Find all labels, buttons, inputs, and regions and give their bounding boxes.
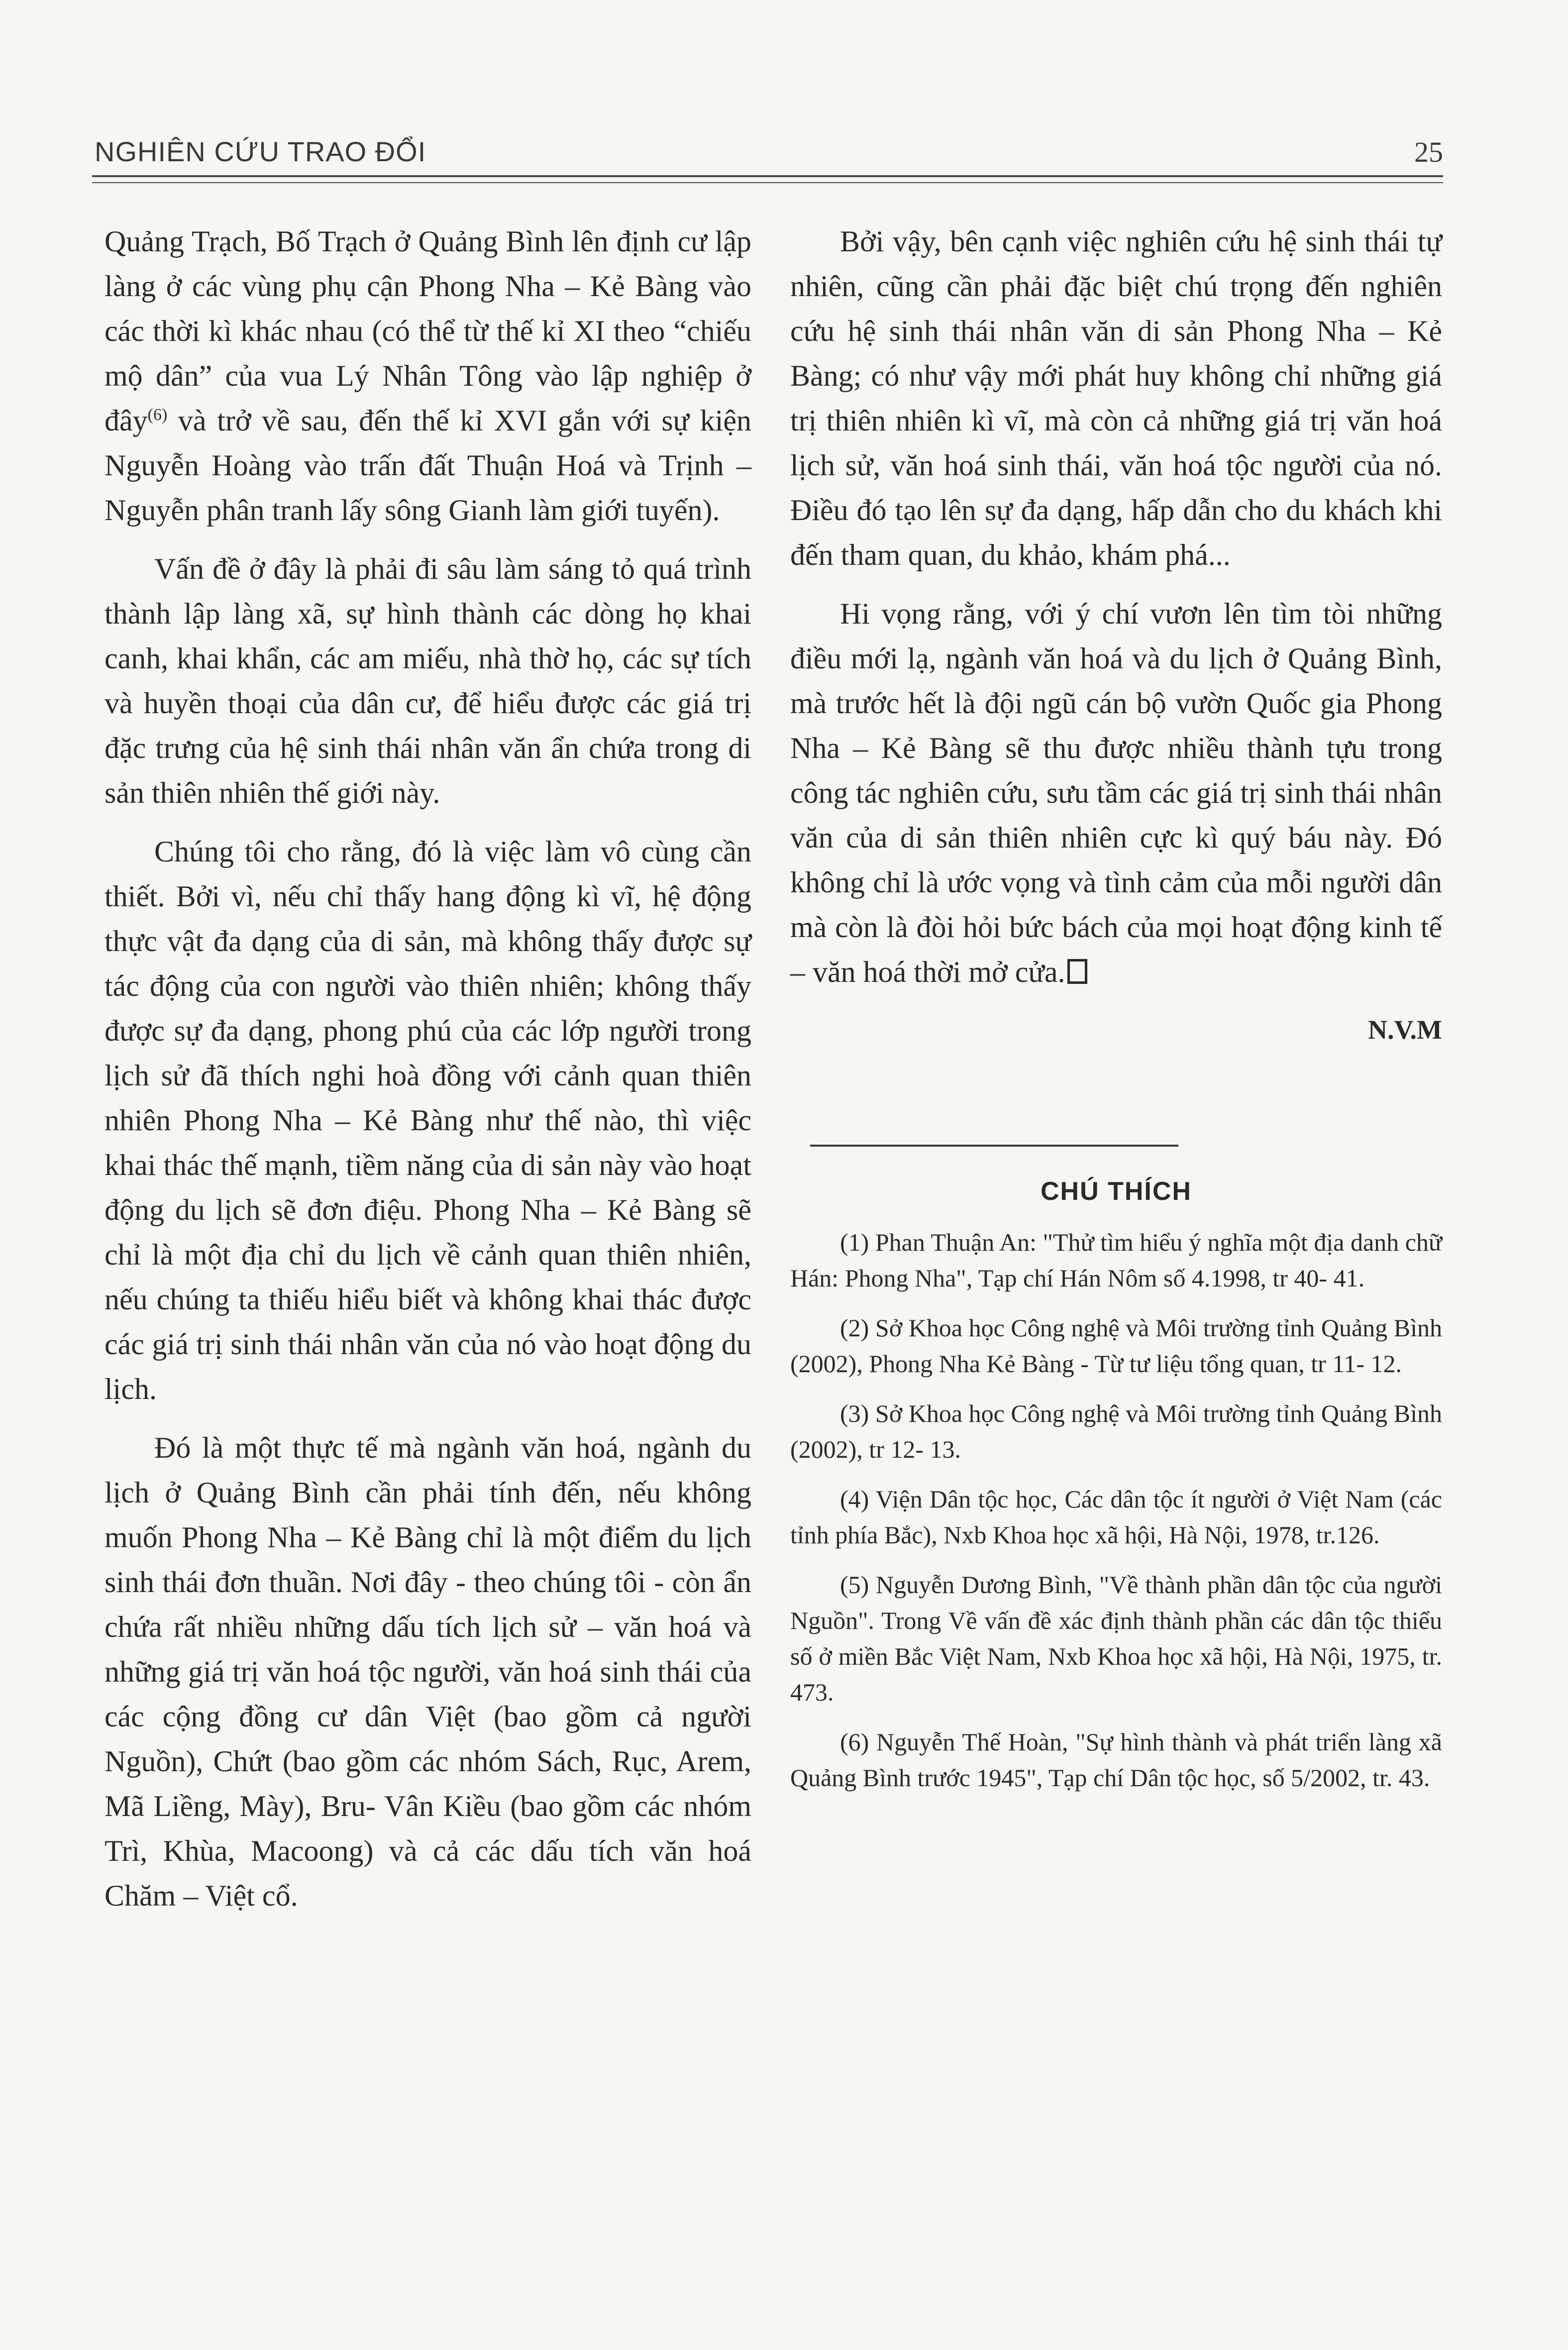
notes-heading: CHÚ THÍCH [1041,1177,1192,1206]
notes-divider [810,1145,1178,1147]
body-paragraph: Hi vọng rằng, với ý chí vươn lên tìm tòi những điều mới lạ, ngành văn hoá và du lịch ở Quảng Bình, mà trước hết là đội ngũ cán bộ vườn Quốc gia Phong Nha – Kẻ Bàng sẽ thu được nhiều thành tựu trong công tác nghiên cứu, sưu tầm các giá trị sinh thái nhân văn của di sản thiên nhiên cực kì quý báu này. Đó không chỉ là ước vọng và tình cảm của mỗi người dân mà còn là đòi hỏi bức bách của mọi hoạt động kinh tế – văn hoá thời mở cửa. [790,597,1442,988]
header-rule [92,175,1443,177]
header-rule-thin [92,182,1443,183]
footnote: (1) Phan Thuận An: "Thử tìm hiểu ý nghĩa một địa danh chữ Hán: Phong Nha", Tạp chí Hán Nôm số 4.1998, tr 40- 41. [790,1228,1442,1292]
footnote: (2) Sở Khoa học Công nghệ và Môi trường tỉnh Quảng Bình (2002), Phong Nha Kẻ Bàng - Từ tư liệu tổng quan, tr 11- 12. [790,1314,1442,1378]
footnote-ref: (6) [147,406,168,424]
left-column [105,219,751,1932]
right-column [790,219,1442,1810]
body-paragraph: Bởi vậy, bên cạnh việc nghiên cứu hệ sinh thái tự nhiên, cũng cần phải đặc biệt chú trọng đến nghiên cứu hệ sinh thái nhân văn di sản Phong Nha – Kẻ Bàng; có như vậy mới phát huy không chỉ những giá trị thiên nhiên kì vĩ, mà còn cả những giá trị văn hoá lịch sử, văn hoá sinh thái, văn hoá tộc người của nó. Điều đó tạo lên sự đa dạng, hấp dẫn cho du khách khi đến tham quan, du khảo, khám phá... [790,225,1442,571]
page-number: 25 [1414,136,1443,168]
section-title: NGHIÊN CỨU TRAO ĐỔI [95,136,426,167]
body-paragraph: Quảng Trạch, Bố Trạch ở Quảng Bình lên định cư lập làng ở các vùng phụ cận Phong Nha – Kẻ Bàng vào các thời kì khác nhau (có thể từ thế kỉ XI theo “chiếu mộ dân” của vua Lý Nhân Tông vào lập nghiệp ở đây$^{(6)}$ và trở về sau, đến thế kỉ XVI gắn với sự kiện Nguyễn Hoàng vào trấn đất Thuận Hoá và Trịnh – Nguyễn phân tranh lấy sông Gianh làm giới tuyến). [105,225,751,527]
body-paragraph: Chúng tôi cho rằng, đó là việc làm vô cùng cần thiết. Bởi vì, nếu chỉ thấy hang động kì vĩ, hệ động thực vật đa dạng của di sản, mà không thấy được sự tác động của con người vào thiên nhiên; không thấy được sự đa dạng, phong phú của các lớp người trong lịch sử đã thích nghi hoà đồng với cảnh quan thiên nhiên Phong Nha – Kẻ Bàng như thế nào, thì việc khai thác thế mạnh, tiềm năng của di sản này vào hoạt động du lịch sẽ đơn điệu. Phong Nha – Kẻ Bàng sẽ chỉ là một địa chỉ du lịch về cảnh quan thiên nhiên, nếu chúng ta thiếu hiểu biết và không khai thác được các giá trị sinh thái nhân văn của nó vào hoạt động du lịch. [105,835,751,1405]
author-signature: N.V.M [1367,1015,1442,1045]
footnote: (5) Nguyễn Dương Bình, "Về thành phần dân tộc của người Nguồn". Trong Về vấn đề xác định thành phần các dân tộc thiểu số ở miền Bắc Việt Nam, Nxb Khoa học xã hội, Hà Nội, 1975, tr. 473. [790,1571,1442,1706]
footnote: (6) Nguyễn Thế Hoàn, "Sự hình thành và phát triển làng xã Quảng Bình trước 1945", Tạp chí Dân tộc học, số 5/2002, tr. 43. [790,1728,1442,1792]
body-paragraph: Vấn đề ở đây là phải đi sâu làm sáng tỏ quá trình thành lập làng xã, sự hình thành các dòng họ khai canh, khai khẩn, các am miếu, nhà thờ họ, các sự tích và huyền thoại của dân cư, để hiểu được các giá trị đặc trưng của hệ sinh thái nhân văn ẩn chứa trong di sản thiên nhiên thế giới này. [105,552,751,809]
body-paragraph: Đó là một thực tế mà ngành văn hoá, ngành du lịch ở Quảng Bình cần phải tính đến, nếu không muốn Phong Nha – Kẻ Bàng chỉ là một điểm du lịch sinh thái đơn thuần. Nơi đây - theo chúng tôi - còn ẩn chứa rất nhiều những dấu tích lịch sử – văn hoá và những giá trị văn hoá tộc người, văn hoá sinh thái của các cộng đồng cư dân Việt (bao gồm cả người Nguồn), Chứt (bao gồm các nhóm Sách, Rục, Arem, Mã Liềng, Mày), Bru- Vân Kiều (bao gồm các nhóm Trì, Khùa, Macoong) và cả các dấu tích văn hoá Chăm – Việt cổ. [105,1431,751,1912]
footnote: (3) Sở Khoa học Công nghệ và Môi trường tỉnh Quảng Bình (2002), tr 12- 13. [790,1399,1442,1463]
end-mark-icon [1067,959,1087,984]
footnote: (4) Viện Dân tộc học, Các dân tộc ít người ở Việt Nam (các tỉnh phía Bắc), Nxb Khoa học xã hội, Hà Nội, 1978, tr.126. [790,1485,1442,1549]
